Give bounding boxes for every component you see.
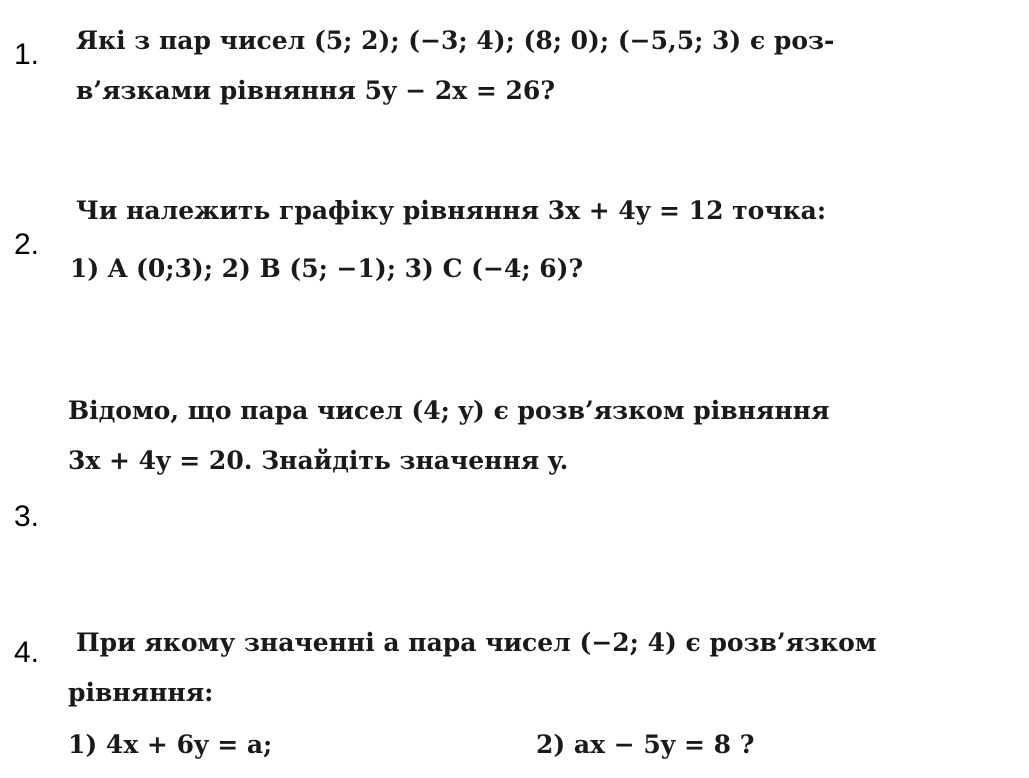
problem-text-line: в’язками рівняння 5y − 2x = 26? xyxy=(76,76,555,105)
problem-text-line: Відомо, що пара чисел (4; y) є розв’язком рівняння xyxy=(68,396,830,425)
problem-number: 3. xyxy=(14,500,40,533)
problem-number: 1. xyxy=(14,38,40,71)
problem-text-line: 1) A (0;3); 2) B (5; −1); 3) C (−4; 6)? xyxy=(70,254,584,283)
problem-text-line: Які з пар чисел (5; 2); (−3; 4); (8; 0); (−5,5; 3) є роз- xyxy=(76,26,835,55)
problem-text-line: 3x + 4y = 20. Знайдіть значення y. xyxy=(68,446,569,475)
answer-option: 2) ax − 5y = 8 ? xyxy=(536,730,755,759)
problem-text-line: рівняння: xyxy=(68,678,214,707)
answer-option: 1) 4x + 6y = a; xyxy=(68,730,273,759)
problem-number: 4. xyxy=(14,636,40,669)
problem-number: 2. xyxy=(14,228,40,261)
problem-text-line: Чи належить графіку рівняння 3x + 4y = 12 точка: xyxy=(76,196,827,225)
problem-text-line: При якому значенні a пара чисел (−2; 4) є розв’язком xyxy=(76,628,877,657)
